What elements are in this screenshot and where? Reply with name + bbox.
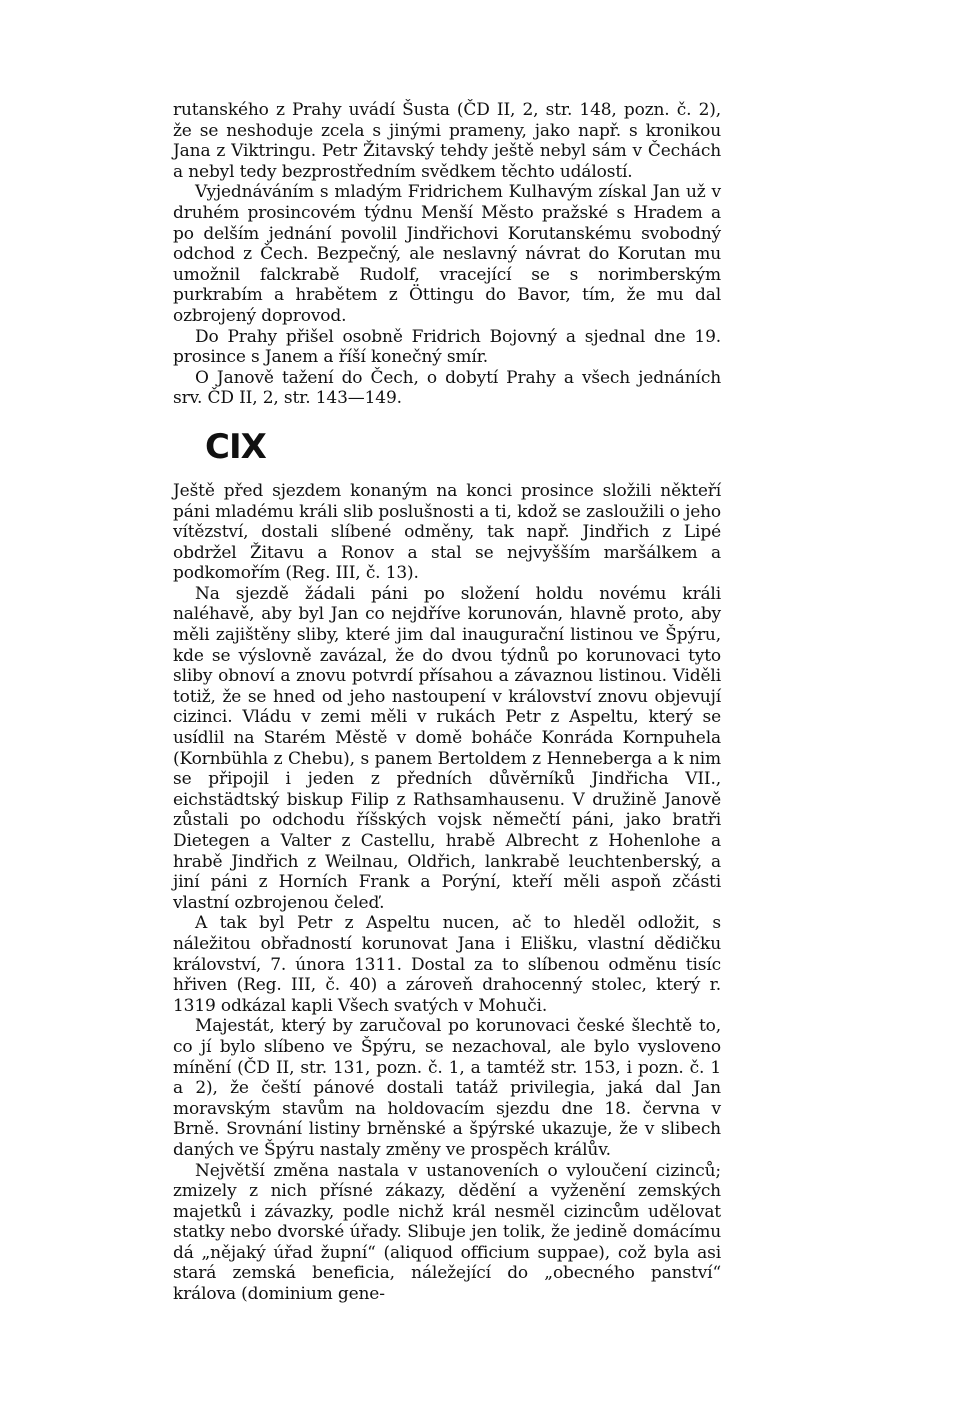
paragraph: A tak byl Petr z Aspeltu nucen, ač to hleděl odložit, s náležitou obřadností korunovat Jana i Elišku, vlastní dědičku království, 7. února 1311. Dostal za to slíbenou odměnu tisíc hřiven (Reg. III, č. 40) a zároveň drahocenný stolec, který r. 1319 odkázal kapli Všech svatých v Mohuči.	[173, 913, 721, 1016]
book-page	[173, 100, 721, 1305]
chapter-heading: CIX	[205, 426, 266, 467]
chapter-body-section	[173, 481, 721, 1305]
paragraph: O Janově tažení do Čech, o dobytí Prahy a všech jednáních srv. ČD II, 2, str. 143—149.	[173, 367, 721, 409]
paragraph: Největší změna nastala v ustanoveních o vyloučení cizinců; zmizely z nich přísné zákazy, dědění a vyženění zemských majetků i závazky, podle nichž král nesměl cizincům udělovat statky nebo dvorské úřady. Slibuje jen tolik, že jedině domácímu dá „nějaký úřad župní“ (aliquod officium suppae), což byla asi stará zemská beneficia, náležející do „obecného panství“ králova (dominium gene-	[173, 1160, 721, 1305]
paragraph: Na sjezdě žádali páni po složení holdu novému králi naléhavě, aby byl Jan co nejdříve korunován, hlavně proto, aby měli zajištěny sliby, které jim dal inaugurační listinou ve Špýru, kde se výslovně zavázal, že do dvou týdnů po korunovaci tyto sliby obnoví a znovu potvrdí přísahou a závaznou listinou. Viděli totiž, že se hned od jeho nastoupení v království znovu objevují cizinci. Vládu v zemi měli v rukách Petr z Aspeltu, který se usídlil na Starém Městě v domě boháče Konráda Kornpuhela (Kornbühla z Chebu), s panem Bertoldem z Henneberga a k nim se připojil i jeden z předních důvěrníků Jindřicha VII., eichstädtský biskup Filip z Rathsamhausenu. V družině Janově zůstali po odchodu říšských vojsk němečtí páni, jako bratři Dietegen a Valter z Castellu, hrabě Albrecht z Hohenlohe a hrabě Jindřich z Weilnau, Oldřich, lankrabě leuchtenberský, a jiní páni z Horních Frank a Porýní, kteří měli aspoň zčásti vlastní ozbrojenou čeleď.	[173, 583, 721, 913]
paragraph: rutanského z Prahy uvádí Šusta (ČD II, 2, str. 148, pozn. č. 2), že se neshoduje zcela s jinými prameny, jako např. s kronikou Jana z Viktringu. Petr Žitavský tehdy ještě nebyl sám v Čechách a nebyl tedy bezprostředním svědkem těchto událostí.	[173, 100, 721, 182]
paragraph: Vyjednáváním s mladým Fridrichem Kulhavým získal Jan už v druhém prosincovém týdnu Menší Město pražské s Hradem a po delším jednání povolil Jindřichovi Korutanskému svobodný odchod z Čech. Bezpečný, ale neslavný návrat do Korutan mu umožnil falckrabě Rudolf, vracející se s norimberským purkrabím a hrabětem z Öttingu do Bavor, tím, že mu dal ozbrojený doprovod.	[173, 182, 721, 326]
paragraph: Ještě před sjezdem konaným na konci prosince složili někteří páni mladému králi slib poslušnosti a ti, kdož se zasloužili o jeho vítězství, dostali slíbené odměny, tak např. Jindřich z Lipé obdržel Žitavu a Ronov a stal se nejvyšším maršálkem a podkomořím (Reg. III, č. 13).	[173, 480, 721, 584]
continued-notes-section	[173, 100, 721, 409]
paragraph: Majestát, který by zaručoval po korunovaci české šlechtě to, co jí bylo slíbeno ve Špýru, se nezachoval, ale bylo vysloveno mínění (ČD II, str. 131, pozn. č. 1, a tamtéž str. 153, i pozn. č. 1 a 2), že čeští pánové dostali tatáž privilegia, jaká dal Jan moravským stavům na holdovacím sjezdu dne 18. června v Brně. Srovnání listiny brněnské a špýrské ukazuje, že v slibech daných ve Špýru nastaly změny ve prospěch králův.	[173, 1016, 721, 1160]
paragraph: Do Prahy přišel osobně Fridrich Bojovný a sjednal dne 19. prosince s Janem a říší konečný smír.	[173, 326, 721, 368]
